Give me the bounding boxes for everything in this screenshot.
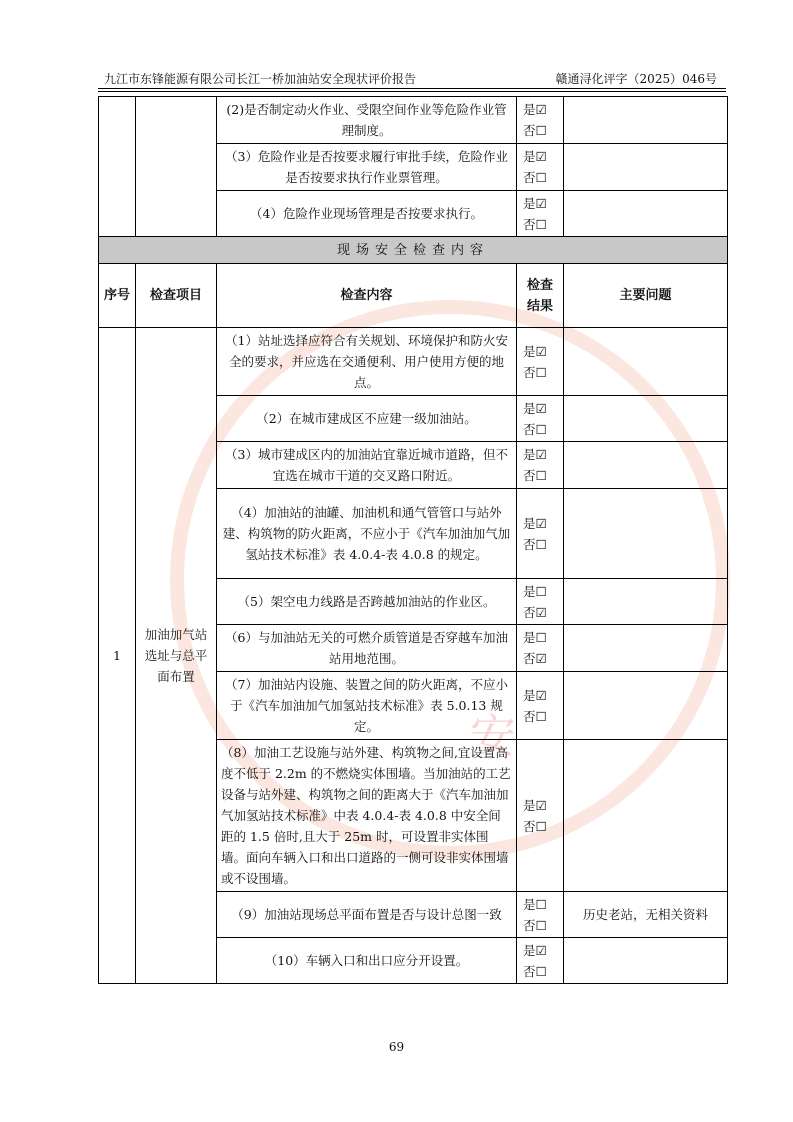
header-issues: 主要问题	[564, 264, 728, 328]
result-yes: 是☐	[523, 583, 547, 599]
result-yes: 是☑	[523, 102, 547, 117]
result-yes: 是☑	[523, 400, 547, 416]
table-header-row	[99, 264, 728, 328]
result-no: 否☐	[523, 468, 547, 483]
result-cell	[517, 892, 564, 938]
result-yes: 是☑	[523, 149, 547, 164]
content-cell: （2）在城市建成区不应建一级加油站。	[217, 396, 517, 442]
result-yes: 是☑	[523, 515, 547, 531]
result-yes: 是☐	[523, 630, 547, 645]
content-cell: （4）加油站的油罐、加油机和通气管管口与站外建、构筑物的防火距离，不应小于《汽车加油加气加氢站技术标准》表 4.0.4-表 4.0.8 的规定。	[217, 489, 517, 579]
page-number: 69	[388, 1040, 405, 1054]
result-yes: 是☑	[523, 343, 547, 359]
issue-cell	[564, 396, 728, 442]
result-cell	[517, 97, 564, 144]
content-cell: （4）危险作业现场管理是否按要求执行。	[217, 191, 517, 237]
issue-cell	[564, 328, 728, 396]
content-cell: （5）架空电力线路是否跨越加油站的作业区。	[217, 579, 517, 625]
result-no: 否☐	[523, 818, 547, 834]
content-cell: （3）危险作业是否按要求履行审批手续，危险作业是否按要求执行作业票管理。	[217, 144, 517, 191]
seq-cell	[99, 97, 136, 237]
group-item: 加油加气站选址与总平面布置	[136, 328, 217, 984]
result-no: 否☐	[523, 421, 547, 437]
issue-cell	[564, 191, 728, 237]
content-cell: （9）加油站现场总平面布置是否与设计总图一致	[217, 892, 517, 938]
result-cell	[517, 442, 564, 489]
issue-cell	[564, 579, 728, 625]
result-no: 否☑	[523, 651, 547, 666]
section-title: 现场安全检查内容	[99, 237, 728, 264]
result-cell	[517, 938, 564, 984]
result-cell	[517, 672, 564, 740]
table-row	[99, 97, 728, 144]
result-cell	[517, 396, 564, 442]
seal-mark: 安	[470, 709, 516, 763]
result-cell	[517, 740, 564, 892]
result-yes: 是☑	[523, 797, 547, 813]
result-no: 否☐	[523, 123, 547, 138]
issue-cell	[564, 672, 728, 740]
result-no: 否☐	[523, 917, 547, 933]
inspection-table	[98, 96, 728, 984]
item-cell	[136, 97, 217, 237]
issue-cell	[564, 625, 728, 672]
issue-cell	[564, 97, 728, 144]
issue-cell	[564, 489, 728, 579]
issue-cell	[564, 442, 728, 489]
content-cell: （8）加油工艺设施与站外建、构筑物之间,宜设置高度不低于 2.2m 的不燃烧实体围墙。当加油站的工艺设备与站外建、构筑物之间的距离大于《汽车加油加气加氢站技术标准》中表 4.0.4-表 4.0.8 中安全间距的 1.5 倍时,且大于 25m 时，可设置非实体围墙。面向车辆入口和出口道路的一侧可设非实体围墙或不设围墙。	[217, 740, 517, 892]
issue-cell	[564, 740, 728, 892]
result-cell	[517, 489, 564, 579]
issue-cell: 历史老站，无相关资料	[564, 892, 728, 938]
header-result: 检查结果	[517, 264, 564, 328]
result-no: 否☐	[523, 536, 547, 552]
header-content: 检查内容	[217, 264, 517, 328]
header-rule	[98, 88, 726, 89]
result-yes: 是☑	[523, 447, 547, 462]
content-cell: （1）站址选择应符合有关规划、环境保护和防火安全的要求，并应选在交通便利、用户使用方便的地点。	[217, 328, 517, 396]
header-report-number: 赣通浔化评字（2025）046号	[555, 72, 717, 86]
result-no: 否☐	[523, 963, 547, 979]
result-yes: 是☑	[523, 942, 547, 958]
header-rule-double	[98, 91, 726, 92]
result-cell	[517, 144, 564, 191]
header-item: 检查项目	[136, 264, 217, 328]
section-header-row	[99, 237, 728, 264]
issue-cell	[564, 938, 728, 984]
result-no: 否☐	[523, 170, 547, 185]
content-cell: (2)是否制定动火作业、受限空间作业等危险作业管理制度。	[217, 97, 517, 144]
result-yes: 是☑	[523, 687, 547, 703]
result-no: 否☑	[523, 604, 547, 620]
content-cell: （10）车辆入口和出口应分开设置。	[217, 938, 517, 984]
result-no: 否☐	[523, 364, 547, 380]
table-row	[99, 328, 728, 396]
content-cell: （6）与加油站无关的可燃介质管道是否穿越车加油站用地范围。	[217, 625, 517, 672]
result-yes: 是☑	[523, 195, 547, 211]
header-report-title: 九江市东锋能源有限公司长江一桥加油站安全现状评价报告	[104, 72, 417, 86]
result-no: 否☐	[523, 708, 547, 724]
group-seq: 1	[99, 328, 136, 984]
result-cell	[517, 328, 564, 396]
result-cell	[517, 191, 564, 237]
header-seq: 序号	[99, 264, 136, 328]
issue-cell	[564, 144, 728, 191]
result-no: 否☐	[523, 216, 547, 232]
result-cell	[517, 579, 564, 625]
result-yes: 是☐	[523, 896, 547, 912]
content-cell: （7）加油站内设施、装置之间的防火距离，不应小于《汽车加油加气加氢站技术标准》表 5.0.13 规定。	[217, 672, 517, 740]
content-cell: （3）城市建成区内的加油站宜靠近城市道路，但不宜选在城市干道的交叉路口附近。	[217, 442, 517, 489]
result-cell	[517, 625, 564, 672]
